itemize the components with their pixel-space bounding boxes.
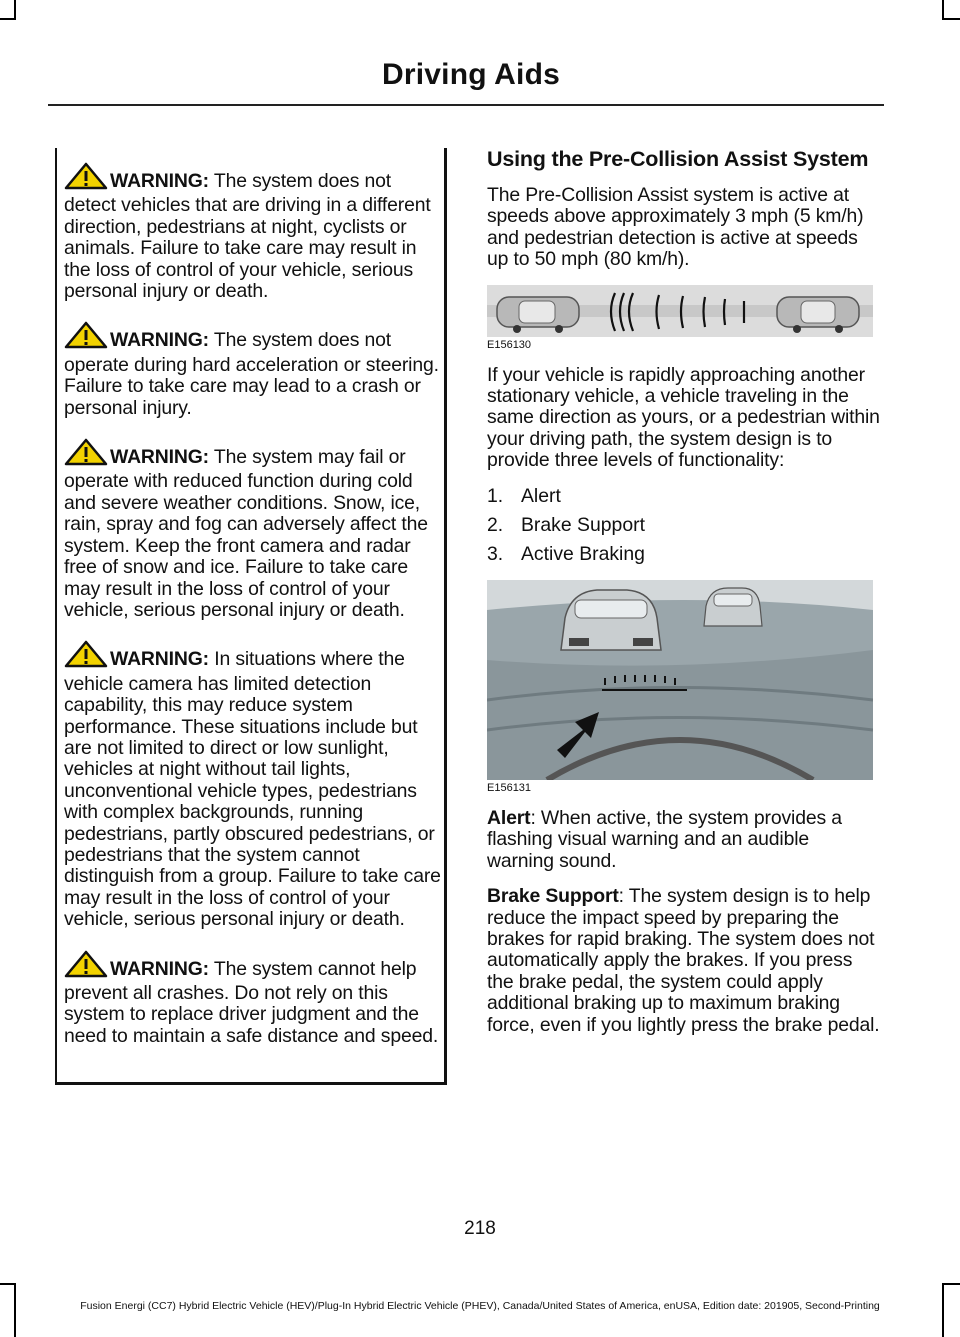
crop-mark bbox=[942, 1283, 960, 1285]
intro-paragraph: The Pre-Collision Assist system is active at speeds above approximately 3 mph (5 km/h) and pedestrian detection is active at speeds up to 50 mph (80 km/h). bbox=[487, 184, 864, 271]
crop-mark bbox=[942, 18, 960, 20]
crop-mark bbox=[0, 1283, 16, 1285]
crop-mark bbox=[14, 0, 16, 20]
right-column bbox=[487, 148, 881, 1050]
warning-text: The system does not detect vehicles that are driving in a different direction, pedestrians at night, cyclists or animals. Failure to take care may result in the loss of control of your vehicle, serious personal injury or death. bbox=[64, 170, 431, 303]
footer-text: Fusion Energi (CC7) Hybrid Electric Vehicle (HEV)/Plug-In Hybrid Electric Vehicle (PHEV), Canada/United States of America, enUSA, Edition date: 201905, Second-Printing bbox=[80, 1300, 880, 1312]
warning-triangle-icon bbox=[64, 321, 108, 354]
warning-triangle-icon bbox=[64, 438, 108, 471]
crop-mark bbox=[942, 0, 944, 20]
warning-label: WARNING: bbox=[110, 446, 209, 469]
warning-paragraph bbox=[64, 321, 444, 419]
car-rear-icon bbox=[497, 297, 579, 333]
warning-triangle-icon bbox=[64, 950, 108, 983]
warning-label: WARNING: bbox=[110, 170, 209, 192]
crop-mark bbox=[0, 18, 16, 20]
car-front-icon bbox=[777, 297, 859, 333]
list-item: 2. Brake Support bbox=[487, 514, 645, 537]
header-rule bbox=[48, 104, 884, 106]
alert-text: : When active, the system provides a flashing visual warning and an audible warning sound. bbox=[487, 806, 842, 872]
list-item: 3. Active Braking bbox=[487, 543, 645, 566]
page-number: 218 bbox=[464, 1218, 496, 1239]
figure-label: E156130 bbox=[487, 338, 532, 351]
warning-triangle-icon bbox=[64, 640, 108, 673]
page-title: Driving Aids bbox=[382, 58, 560, 91]
warning-paragraph bbox=[64, 950, 444, 1048]
windshield-figure bbox=[487, 580, 873, 780]
warning-text: In situations where the vehicle camera has limited detection capability, this may reduce system performance. These situations include but are not limited to direct or low sunlight, vehicles at night without tail lights, unconventional vehicle types, pedestrians with complex backgrounds, running pedestrians, partly obscured pedestrians, or pedestrians that the system cannot distinguish from a group. Failure to take care may result in the loss of control of your vehicle, serious personal injury or death. bbox=[64, 648, 441, 931]
figure-label: E156131 bbox=[487, 781, 532, 794]
car-distant-icon bbox=[704, 588, 762, 626]
functionality-paragraph: If your vehicle is rapidly approaching another stationary vehicle, a vehicle traveling in the same direction as yours, or a pedestrian within your driving path, the system design is to provide three levels of functionality: bbox=[487, 363, 880, 472]
warning-paragraph bbox=[64, 162, 444, 302]
warning-paragraph bbox=[64, 640, 444, 930]
alert-description bbox=[487, 808, 881, 872]
list-item: 1. Alert bbox=[487, 484, 561, 507]
warning-label: WARNING: bbox=[110, 329, 209, 352]
radar-illustration bbox=[487, 285, 873, 337]
warning-label: WARNING: bbox=[110, 648, 209, 671]
warning-text: The system cannot help prevent all crashes. Do not rely on this system to replace driver judgment and the need to maintain a safe distance and speed. bbox=[64, 957, 439, 1047]
warning-text: The system may fail or operate with reduced function during cold and severe weather conditions. Snow, ice, rain, spray and fog can adversely affect the system. Keep the front camera and radar free of snow and ice. Failure to take care may result in the loss of control of your vehicle, serious personal injury or death. bbox=[64, 446, 428, 621]
warning-label: WARNING: bbox=[110, 957, 209, 980]
windshield-illustration bbox=[487, 580, 873, 780]
radar-figure bbox=[487, 285, 873, 337]
car-ahead-icon bbox=[561, 590, 661, 650]
warnings-box bbox=[55, 148, 447, 1085]
warning-paragraph bbox=[64, 438, 444, 621]
brake-support-term: Brake Support bbox=[487, 885, 619, 908]
alert-term: Alert bbox=[487, 806, 531, 829]
warning-text: The system does not operate during hard acceleration or steering. Failure to take care may lead to a crash or personal injury. bbox=[64, 329, 439, 419]
warning-triangle-icon bbox=[64, 162, 108, 195]
section-heading: Using the Pre-Collision Assist System bbox=[487, 147, 869, 171]
levels-list bbox=[487, 486, 881, 566]
brake-support-text: : The system design is to help reduce the impact speed by preparing the brakes for rapid braking. The system does not automatically apply the brakes. If you press the brake pedal, the system could apply additional braking up to maximum braking force, even if you lightly press the brake pedal. bbox=[487, 885, 880, 1036]
brake-support-description bbox=[487, 886, 881, 1036]
